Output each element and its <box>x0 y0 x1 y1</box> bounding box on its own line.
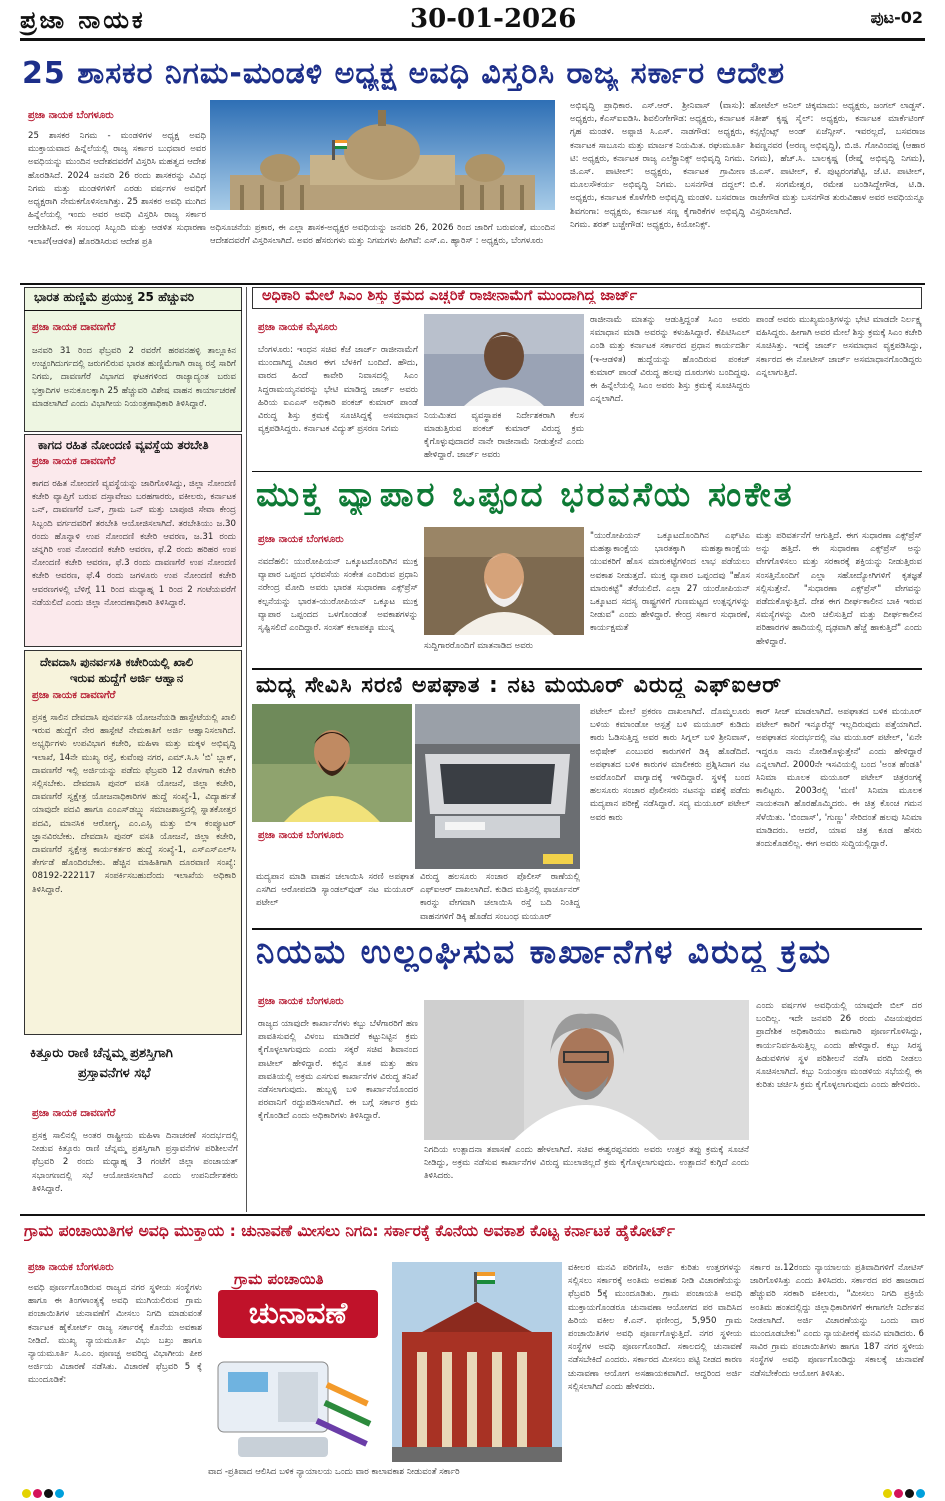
rule-a5 <box>20 1214 925 1216</box>
a6-caption: ವಾದ -ಪ್ರತಿವಾದ ಆಲಿಸಿದ ಬಳಿಕ ನ್ಯಾಯಾಲಯ ಒಂದು ವಾರ ಕಾಲಾವಕಾಶ ನೀಡುವಂತೆ ಸರ್ಕಾರಿ <box>208 1467 460 1477</box>
s3-body: ಪ್ರಸಕ್ತ ಸಾಲಿನ ದೇವದಾಸಿ ಪುನರ್ವಸತಿ ಯೋಜನೆಯಡಿ ಹಾಸ್ಪೇಟೆಯಲ್ಲಿ ಖಾಲಿ ಇರುವ ಹುದ್ದೆಗೆ ನೇರ ಹಾಸ್ಪೇಟೆ ನೇಮಕಾತಿಗೆ ಅರ್ಜಿ ಆಹ್ವಾನಿಸಲಾಗಿದೆ. ಅಭ್ಯರ್ಥಿಗಳು ಉಪವಿಭಾಗ ಕಚೇರಿ, ಮಹಿಳಾ ಮತ್ತು ಮಕ್ಕಳ ಅಭಿವೃದ್ಧಿ ಇಲಾಖೆ, 14ನೇ ಮುಖ್ಯ ರಸ್ತೆ, ಕುವೆಂಪು ನಗರ, ಎಮ್.ಸಿ.ಸಿ 'ಬಿ' ಬ್ಲಾಕ್, ದಾವಣಗೆರೆ ಇಲ್ಲಿ ಅರ್ಜಿಯನ್ನು ಪಡೆದು ಫೆಬ್ರವರಿ 12 ರೊಳಗಾಗಿ ಕಚೇರಿ ಸಲ್ಲಿಸಬೇಕು. ದೇವದಾಸಿ ಪುನರ್ ವಸತಿ ಯೋಜನೆ, ಜಿಲ್ಲಾ ಕಚೇರಿ, ದಾವಣಗೆರೆ ಸ್ವಕ್ಷೇತ್ರ ಯೋಜನಾಧಿಕಾರಿಗಳ ಹುದ್ದೆ ಸಂಖ್ಯೆ-1, ವಿದ್ಯಾರ್ಹತೆ ಯಾವುದೇ ಪದವಿ ಹಾಗೂ ಎಂಎಸ್‌ಡಬ್ಲ್ಯು ಸಮಾಜಶಾಸ್ತ್ರದಲ್ಲಿ ಸ್ನಾತಕೋತ್ತರ ಪದವಿ, ಮಾನಸಿಕ ಆರೋಗ್ಯ, ಎಂ.ಎಸ್ಸಿ ಮತ್ತು ಬಿಇ ಕಂಪ್ಯೂಟರ್ ಜ್ಞಾನವಿರಬೇಕು. ದೇವದಾಸಿ ಪುನರ್ ವಸತಿ ಯೋಜನೆ, ಜಿಲ್ಲಾ ಕಚೇರಿ, ದಾವಣಗೆರೆ ಸ್ವಕ್ಷೇತ್ರ ಕಾರ್ಯಕರ್ತರ ಹುದ್ದೆ ಸಂಖ್ಯೆ-1, ಎಸ್‌ಎಸ್‌ಎಲ್‌ಸಿ ತೇರ್ಗಡೆ ಹೊಂದಿರಬೇಕು. ಹೆಚ್ಚಿನ ಮಾಹಿತಿಗಾಗಿ ದೂರವಾಣಿ ಸಂಖ್ಯೆ: 08192-222117 ಸಂಪರ್ಕಿಸಬಹುದೆಂದು ಇಲಾಖೆಯ ಅಧಿಕಾರಿ ತಿಳಿಸಿದ್ದಾರೆ. <box>32 713 236 895</box>
a3-col1: ನವದೆಹಲಿ: ಯುರೋಪಿಯನ್ ಒಕ್ಕೂಟದೊಂದಿಗಿನ ಮುಕ್ತ ವ್ಯಾಪಾರ ಒಪ್ಪಂದ ಭರವಸೆಯ ಸಂಕೇತ ಎಂದಿರುವ ಪ್ರಧಾನಿ ನರೇಂದ್ರ ಮೋದಿ ಅವರು ಭಾರತ ಸುಧಾರಣಾ ಎಕ್ಸ್‌ಪ್ರೆಸ್ ಕಲ್ಪನೆಯನ್ನು ಭಾರತ-ಯುರೋಪಿಯನ್ ಒಕ್ಕೂಟ ಮುಕ್ತ ವ್ಯಾಪಾರ ಒಪ್ಪಂದದ ಒಳಗೊಂಡಂತೆ ಅವಕಾಶಗಳನ್ನು ಸೃಷ್ಟಿಸಲಿದೆ ಎಂದಿದ್ದಾರೆ. ಸಂಸತ್ ಕಲಾಪಕ್ಕೂ ಮುನ್ನ <box>258 557 418 634</box>
headline-s2: ಕಾಗದ ರಹಿತ ನೋಂದಣಿ ವ್ಯವಸ್ಥೆಯ ತರಬೇತಿ <box>38 438 209 452</box>
byline-s4: ಪ್ರಜಾ ನಾಯಕ ದಾವಣಗೆರೆ <box>32 1108 116 1119</box>
registration-dots-right <box>883 1489 925 1498</box>
byline-s1: ಪ್ರಜಾ ನಾಯಕ ದಾವಣಗೆರೆ <box>32 322 116 333</box>
headline-a3: ಮುಕ್ತ ವ್ಯಾಪಾರ ಒಪ್ಪಂದ ಭರವಸೆಯ ಸಂಕೇತ <box>256 475 795 515</box>
a2-col3: ರಾಜೀನಾಮೆ ಮಾತನ್ನು ಆಡುತ್ತಿದ್ದಂತೆ ಸಿಎಂ ಅವರು ಸಮಾಧಾನ ಮಾಡಿ ಅವರನ್ನು ಕಳುಹಿಸಿದ್ದಾರೆ. ಕೆಪಿಟಿಸಿಎಲ್ ಎಂಡಿ ಮತ್ತು ಕರ್ನಾಟಕ ಸರ್ಕಾರದ ಪ್ರಧಾನ ಕಾರ್ಯದರ್ಶಿ (ಇ-ಆಡಳಿತ) ಹುದ್ದೆಯನ್ನು ಹೊಂದಿರುವ ಪಂಕಜ್ ಕುಮಾರ್ ಪಾಂಡೆ ವಿರುದ್ಧ ಹಲವು ದೂರುಗಳು ಬಂದಿದ್ದವು. ಈ ಹಿನ್ನೆಲೆಯಲ್ಲಿ ಸಿಎಂ ಅವರು ಶಿಸ್ತು ಕ್ರಮಕ್ಕೆ ಸೂಚಿಸಿದ್ದರು ಎನ್ನಲಾಗಿದೆ. <box>590 315 750 405</box>
byline-a5: ಪ್ರಜಾ ನಾಯಕ ಬೆಂಗಳೂರು <box>258 996 344 1007</box>
a4-col1: ಮದ್ಯಪಾನ ಮಾಡಿ ವಾಹನ ಚಲಾಯಿಸಿ ಸರಣಿ ಅಪಘಾತ ಎಸಗಿದ ಆರೋಪದಡಿ ಸ್ಯಾಂಡಲ್‌ವುಡ್ ನಟ ಮಯೂರ್ ಪಟೇಲ್ <box>256 872 414 909</box>
a6-col1: ಅವಧಿ ಪೂರ್ಣಗೊಂಡಿರುವ ರಾಜ್ಯದ ನಗರ ಸ್ಥಳೀಯ ಸಂಸ್ಥೆಗಳು ಹಾಗೂ ಈ ತಿಂಗಳಾಂತ್ಯಕ್ಕೆ ಅವಧಿ ಮುಗಿಯಲಿರುವ ಗ್ರಾಮ ಪಂಚಾಯಿತಿಗಳ ಚುನಾವಣೆಗೆ ಮೀಸಲು ನಿಗದಿ ಮಾಡುವಂತೆ ಕರ್ನಾಟಕ ಹೈಕೋರ್ಟ್ ರಾಜ್ಯ ಸರ್ಕಾರಕ್ಕೆ ಕೊನೆಯ ಅವಕಾಶ ನೀಡಿದೆ. ಮುಖ್ಯ ನ್ಯಾಯಮೂರ್ತಿ ವಿಭು ಬಖ್ರು ಹಾಗೂ ನ್ಯಾಯಮೂರ್ತಿ ಸಿ.ಎಂ. ಪೂಣಚ್ಚ ಅವರಿದ್ದ ವಿಭಾಗೀಯ ಪೀಠ ಅರ್ಜಿಯ ವಿಚಾರಣೆ ನಡೆಸಿತು. ವಿಚಾರಣೆ ಫೆಬ್ರವರಿ 5 ಕ್ಕೆ ಮುಂದೂಡಿಕೆ: <box>28 1283 202 1386</box>
headline-s1: ಭಾರತ ಹುಣ್ಣಿಮೆ ಪ್ರಯುಕ್ತ 25 ಹೆಚ್ಚುವರಿ <box>34 290 195 304</box>
rule-a3 <box>252 668 922 670</box>
photo-minister-portrait <box>424 1000 749 1140</box>
headline-a2: ಅಧಿಕಾರಿ ಮೇಲೆ ಸಿಎಂ ಶಿಸ್ತು ಕ್ರಮದ ಎಚ್ಚರಿಕೆ ರಾಜೀನಾಮೆಗೆ ಮುಂದಾಗಿದ್ದ ಜಾರ್ಜ್ <box>262 288 638 304</box>
headline-s4-line2: ಪ್ರಸ್ತಾವನೆಗಳ ಸಭೆ <box>78 1066 151 1081</box>
page-number: ಪುಟ-02 <box>870 8 923 27</box>
a2-col1: ಬೆಂಗಳೂರು: ಇಂಧನ ಸಚಿವ ಕೆಜೆ ಜಾರ್ಜ್ ರಾಜೀನಾಮೆಗೆ ಮುಂದಾಗಿದ್ದ ವಿಚಾರ ಈಗ ಬೆಳಕಿಗೆ ಬಂದಿದೆ. ಹೌದು, ವಾರದ ಹಿಂದೆ ಕಾವೇರಿ ನಿವಾಸದಲ್ಲಿ ಸಿಎಂ ಸಿದ್ದರಾಮಯ್ಯನವರನ್ನು ಭೇಟಿ ಮಾಡಿದ್ದ ಜಾರ್ಜ್ ಅವರು ಹಿರಿಯ ಐಎಎಸ್ ಅಧಿಕಾರಿ ಪಂಕಜ್ ಕುಮಾರ್ ಪಾಂಡೆ ವಿರುದ್ಧ ಶಿಸ್ತು ಕ್ರಮಕ್ಕೆ ಸೂಚಿಸಿದ್ದಕ್ಕೆ ಅಸಮಾಧಾನ ವ್ಯಕ್ತಪಡಿಸಿದ್ದರು. ಕರ್ನಾಟಕ ವಿದ್ಯುತ್ ಪ್ರಸರಣ ನಿಗಮ <box>258 345 418 435</box>
photo-high-court <box>392 1262 562 1462</box>
photo-narendra-modi <box>424 527 584 635</box>
a1-col3: ಅಭಿವೃದ್ಧಿ ಪ್ರಾಧಿಕಾರ. ಎಸ್.ಆರ್. ಶ್ರೀನಿವಾಸ್ (ವಾಸು): ಅಧ್ಯಕ್ಷರು, ಕೆಎಸ್ಐಐಡಿಸಿ. ಶಿವಲಿಂಗೇಗೌಡ: ಅಧ್ಯಕ್ಷರು, ಕರ್ನಾಟಕ ಗೃಹ ಮಂಡಳಿ. ಅಪ್ಪಾಜಿ ಸಿ.ಎಸ್. ನಾಡಗೌಡ: ಅಧ್ಯಕ್ಷರು, ಕರ್ನಾಟಕ ಸಾಬೂನು ಮತ್ತು ಮಾರ್ಜಕ ನಿಯಮಿತ. ರಘುಮೂರ್ತಿ ಟಿ: ಅಧ್ಯಕ್ಷರು, ಕರ್ನಾಟಕ ರಾಜ್ಯ ಎಲೆಕ್ಟ್ರಾನಿಕ್ಸ್ ಅಭಿವೃದ್ಧಿ ನಿಗಮ. ಜಿ.ಎಸ್. ಪಾಟೀಲ್: ಅಧ್ಯಕ್ಷರು, ಕರ್ನಾಟಕ ಗ್ರಾಮೀಣ ಮೂಲಸೌಕರ್ಯ ಅಭಿವೃದ್ಧಿ ನಿಗಮ. ಬಸನಗೌಡ ದದ್ದಲ್: ಅಧ್ಯಕ್ಷರು, ಕರ್ನಾಟಕ ಕೊಳೆಗೇರಿ ಅಭಿವೃದ್ಧಿ ಮಂಡಳಿ. ಬಸವರಾಜ ಶಿವಗಂಗಾ: ಅಧ್ಯಕ್ಷರು, ಕರ್ನಾಟಕ ಸಣ್ಣ ಕೈಗಾರಿಕೆಗಳ ಅಭಿವೃದ್ಧಿ ನಿಗಮ. ಶರತ್ ಬಚ್ಚೇಗೌಡ: ಅಧ್ಯಕ್ಷರು, ಕಿಯೋನಿಕ್ಸ್. <box>570 101 745 230</box>
byline-a2: ಪ್ರಜಾ ನಾಯಕ ಮೈಸೂರು <box>258 322 338 333</box>
a1-col1: 25 ಶಾಸಕರ ನಿಗಮ - ಮಂಡಳಿಗಳ ಅಧ್ಯಕ್ಷ ಅವಧಿ ಮುಕ್ತಾಯವಾದ ಹಿನ್ನೆಲೆಯಲ್ಲಿ ರಾಜ್ಯ ಸರ್ಕಾರ ಬುಧವಾರ ಅವರ ಅವಧಿಯನ್ನು ಮುಂದಿನ ಆದೇಶದವರೆಗೆ ವಿಸ್ತರಿಸಿ ಮಹತ್ವದ ಆದೇಶ ಹೊರಡಿಸಿದೆ. 2024 ಜನವರಿ 26 ರಂದು ಶಾಸಕರನ್ನು ವಿವಿಧ ನಿಗಮ ಮತ್ತು ಮಂಡಳಿಗಳಿಗೆ ಎರಡು ವರ್ಷಗಳ ಅವಧಿಗೆ ಅಧ್ಯಕ್ಷರಾಗಿ ನೇಮಕಗೊಳಿಸಲಾಗಿತ್ತು. 25 ಶಾಸಕರ ಅವಧಿ ಮುಗಿದ ಹಿನ್ನೆಲೆಯಲ್ಲಿ ಇಂದು ಅವರ ಅವಧಿ ವಿಸ್ತರಿಸಿ ರಾಜ್ಯ ಸರ್ಕಾರ ಆದೇಶಿಸಿದೆ. ಈ ಸಂಬಂಧ ಸಿಬ್ಬಂದಿ ಮತ್ತು ಆಡಳಿತ ಸುಧಾರಣಾ ಇಲಾಖೆ(ಆಡಳಿತ) ಹೊರಡಿಸಿರುವ ಆದೇಶ ಪ್ರತಿ <box>28 131 206 247</box>
header-rule <box>20 38 925 41</box>
a3-col3: "ಯುರೋಪಿಯನ್ ಒಕ್ಕೂಟದೊಂದಿಗಿನ ಎಫ್‌ಟಿಎ ಮಹತ್ವಾಕಾಂಕ್ಷೆಯ ಭಾರತಕ್ಕಾಗಿ ಮಹತ್ವಾಕಾಂಕ್ಷೆಯ ಯುವಕರಿಗೆ ಹೊಸ ಮಾರುಕಟ್ಟೆಗಳಿಂದ ಲಾಭ ಪಡೆಯಲು ಅವಕಾಶ ನೀಡುತ್ತದೆ. ಮುಕ್ತ ವ್ಯಾಪಾರ ಒಪ್ಪಂದವು "ಹೊಸ ಮಾರುಕಟ್ಟೆ" ತೆರೆಯಲಿದೆ. ಎಲ್ಲಾ 27 ಯುರೋಪಿಯನ್ ಒಕ್ಕೂಟದ ಸದಸ್ಯ ರಾಷ್ಟ್ರಗಳಿಗೆ ಗುಣಮಟ್ಟದ ಉತ್ಪನ್ನಗಳನ್ನು ನೀಡುವ" ಎಂದು ಹೇಳಿದ್ದಾರೆ. ಕೇಂದ್ರ ಸರ್ಕಾರ ಸುಧಾರಣೆ, ಕಾರ್ಯಕ್ಷಮತೆ <box>590 531 750 634</box>
photo-kj-george <box>424 314 584 406</box>
a4-col2: ವಿರುದ್ಧ ಹಲಸೂರು ಸಂಚಾರ ಪೊಲೀಸ್ ಠಾಣೆಯಲ್ಲಿ ಎಫ್‌ಐಆರ್ ದಾಖಲಾಗಿದೆ. ಕುಡಿದ ಮತ್ತಿನಲ್ಲಿ ಫಾರ್ಚೂನರ್ ಕಾರನ್ನು ವೇಗವಾಗಿ ಚಲಾಯಿಸಿ ರಸ್ತೆ ಬದಿ ನಿಂತಿದ್ದ ವಾಹನಗಳಿಗೆ ಡಿಕ್ಕಿ ಹೊಡೆದ ಸಂಬಂಧ ಮಯೂರ್ <box>420 872 580 922</box>
rule-a2 <box>252 471 922 472</box>
a1-caption: ಅಧಿಸೂಚನೆಯ ಪ್ರಕಾರ, ಈ ಎಲ್ಲಾ ಶಾಸಕ-ಅಧ್ಯಕ್ಷರ ಅವಧಿಯನ್ನು ಜನವರಿ 26, 2026 ರಿಂದ ಜಾರಿಗೆ ಬರುವಂತೆ, ಮುಂದಿನ ಆದೇಶದವರೆಗೆ ವಿಸ್ತರಿಸಲಾಗಿದೆ. ಅವರ ಹೆಸರುಗಳು ಮತ್ತು ನಿಗಮಗಳು ಹೀಗಿವೆ: ಎಸ್.ಎ. ಹ್ಯಾರಿಸ್ : ಅಧ್ಯಕ್ಷರು, ಬೆಂಗಳೂರು <box>210 223 555 246</box>
byline-a6: ಪ್ರಜಾ ನಾಯಕ ಬೆಂಗಳೂರು <box>28 1262 114 1273</box>
rule-s1 <box>24 310 242 311</box>
a1-col4: ಹೋಟೆಲ್ ಅನಿಲ್ ಚಿಕ್ಕಮಾದು: ಅಧ್ಯಕ್ಷರು, ಜಂಗಲ್ ಲಾಡ್ಜಸ್. ಸತೀಶ್ ಕೃಷ್ಣ ಸೈಲ್: ಅಧ್ಯಕ್ಷರು, ಕರ್ನಾಟಕ ಮಾರ್ಕೆಟಿಂಗ್ ಕನ್ಸಲ್ಟೆಂಟ್ಸ್ ಅಂಡ್ ಏಜೆನ್ಸೀಸ್. ಇವರಲ್ಲದೆ, ಬಸವರಾಜ ಶಿವಣ್ಣನವರ (ಅರಣ್ಯ ಅಭಿವೃದ್ಧಿ), ಬಿ.ಜಿ. ಗೋವಿಂದಪ್ಪ (ಆಹಾರ ನಿಗಮ), ಹೆಚ್.ಸಿ. ಬಾಲಕೃಷ್ಣ (ರೇಷ್ಮೆ ಅಭಿವೃದ್ಧಿ ನಿಗಮ), ಜಿ.ಎಸ್. ಪಾಟೀಲ್, ಕೆ. ಪುಟ್ಟರಂಗಶೆಟ್ಟಿ, ಜೆ.ಟಿ. ಪಾಟೀಲ್, ಬಿ.ಕೆ. ಸಂಗಮೇಶ್ವರ, ರಮೇಶ ಬಂಡಿಸಿದ್ದೇಗೌಡ, ಟಿ.ಡಿ. ರಾಜೇಗೌಡ ಮತ್ತು ಬಸನಗೌಡ ತುರುವಿಹಾಳ ಅವರ ಅವಧಿಯನ್ನೂ ವಿಸ್ತರಿಸಲಾಗಿದೆ. <box>750 101 925 217</box>
a3-caption: ಸುದ್ದಿಗಾರರೊಂದಿಗೆ ಮಾತನಾಡಿದ ಅವರು <box>424 641 534 651</box>
photo-crashed-car <box>415 704 580 869</box>
headline-a1: 25 ಶಾಸಕರ ನಿಗಮ-ಮಂಡಳಿ ಅಧ್ಯಕ್ಷ ಅವಧಿ ವಿಸ್ತರಿಸಿ ರಾಜ್ಯ ಸರ್ಕಾರ ಆದೇಶ <box>22 56 786 91</box>
s1-body: ಜನವರಿ 31 ರಿಂದ ಫೆಬ್ರವರಿ 2 ರವರೆಗೆ ಹರಪನಹಳ್ಳಿ ತಾಲ್ಲೂಕಿನ ಉಚ್ಚಂಗಿದುರ್ಗದಲ್ಲಿ ಜರುಗಲಿರುವ ಭಾರತ ಹುಣ್ಣಿಮೆಗಾಗಿ ರಾಜ್ಯ ರಸ್ತೆ ಸಾರಿಗೆ ನಿಗಮ, ದಾವಣಗೆರೆ ವಿಭಾಗದ ಘಟಕಗಳಿಂದ ರಾಜ್ಯಾದ್ಯಂತ ಬರುವ ಭಕ್ತಾದಿಗಳ ಅನುಕೂಲಕ್ಕಾಗಿ 25 ಹೆಚ್ಚುವರಿ ವಿಶೇಷ ವಾಹನ ಕಾರ್ಯಾಚರಣೆ ಮಾಡಲಾಗಿದೆ ಎಂದು ವಿಭಾಗೀಯ ನಿಯಂತ್ರಣಾಧಿಕಾರಿ ತಿಳಿಸಿದ್ದಾರೆ. <box>32 346 236 409</box>
byline-a4: ಪ್ರಜಾ ನಾಯಕ ಬೆಂಗಳೂರು <box>258 830 344 841</box>
graphic-panchayat-election <box>208 1262 388 1462</box>
rule-a4 <box>252 928 922 930</box>
a6-col3: ವಕೀಲರ ಮನವಿ ಪರಿಗಣಿಸಿ, ಅರ್ಜಿ ಕುರಿತು ಉತ್ತರಗಳನ್ನು ಸಲ್ಲಿಸಲು ಸರ್ಕಾರಕ್ಕೆ ಅಂತಿಮ ಅವಕಾಶ ನೀಡಿ ವಿಚಾರಣೆಯನ್ನು ಫೆಬ್ರವರಿ 5ಕ್ಕೆ ಮುಂದೂಡಿತು. ಗ್ರಾಮ ಪಂಚಾಯತಿ ಅವಧಿ ಮುಕ್ತಾಯಗೊಂಡರೂ ಚುನಾವಣಾ ಆಯೋಗದ ಪರ ವಾದಿಸಿದ ಹಿರಿಯ ವಕೀಲ ಕೆ.ಎನ್. ಫಣೀಂದ್ರ, 5,950 ಗ್ರಾಮ ಪಂಚಾಯಿತಿಗಳ ಅವಧಿ ಪೂರ್ಣಗೊಳ್ಳುತ್ತಿದೆ. ನಗರ ಸ್ಥಳೀಯ ಸಂಸ್ಥೆಗಳ ಅವಧಿ ಪೂರ್ಣಗೊಂಡಿದೆ. ಸಕಾಲದಲ್ಲಿ ಚುನಾವಣೆ ನಡೆಸಬೇಕಿದೆ ಎಂದರು. ಸರ್ಕಾರದ ಮೀಸಲು ಪಟ್ಟಿ ನೀಡದ ಕಾರಣ ಚುನಾವಣಾ ಆಯೋಗ ಅಸಹಾಯಕವಾಗಿದೆ. ಆದ್ದರಿಂದ ಅರ್ಜಿ ಸಲ್ಲಿಸಲಾಗಿದೆ ಎಂದು ಹೇಳಿದರು. <box>568 1263 742 1392</box>
byline-s3: ಪ್ರಜಾ ನಾಯಕ ದಾವಣಗೆರೆ <box>32 690 116 701</box>
a5-caption: ನಿಗದಿಯ ಉತ್ಪಾದನಾ ತಪಾಸಣೆ ಎಂದು ಹೇಳಲಾಗಿದೆ. ಸಚಿವ ಈಶ್ವರಪ್ಪನವರು ಅವರು ಉತ್ತರ ತಪ್ಪು ಕ್ರಮಕ್ಕೆ ಸೂಚನೆ ನೀಡಿದ್ದು, ಅಕ್ರಮ ನಡೆಸುವ ಕಾರ್ಖಾನೆಗಳ ವಿರುದ್ಧ ಮುಲಾಜಿಲ್ಲದೆ ಕ್ರಮ ಕೈಗೊಳ್ಳಲಾಗುವುದು. ಉತ್ಪಾದನೆ ಕುಗ್ಗಿದೆ ಎಂದು ತಿಳಿಸಿದರು. <box>424 1145 749 1181</box>
a2-col4: ಪಾಂಡೆ ಅವರು ಮುಖ್ಯಮಂತ್ರಿಗಳನ್ನು ಭೇಟಿ ಮಾಡದೇ ನಿರ್ಲಕ್ಷ್ಯ ವಹಿಸಿದ್ದರು. ಹೀಗಾಗಿ ಅವರ ಮೇಲೆ ಶಿಸ್ತು ಕ್ರಮಕ್ಕೆ ಸಿಎಂ ಕಚೇರಿ ಸೂಚಿಸಿತ್ತು. ಇದಕ್ಕೆ ಜಾರ್ಜ್ ಅಸಮಾಧಾನ ವ್ಯಕ್ತಪಡಿಸಿದ್ದು, ಸರ್ಕಾರದ ಈ ನೋಟೀಸ್ ಜಾರ್ಜ್ ಅಸಮಾಧಾನಗೊಂಡಿದ್ದರು ಎನ್ನಲಾಗುತ್ತಿದೆ. <box>756 315 922 378</box>
headline-a4: ಮದ್ಯ ಸೇವಿಸಿ ಸರಣಿ ಅಪಘಾತ : ನಟ ಮಯೂರ್ ವಿರುದ್ಧ ಎಫ್ಐಆರ್ <box>256 673 783 698</box>
a6-col4: ಸರ್ಕಾರ ಜ.12ರಂದು ನ್ಯಾಯಾಲಯ ಪ್ರತಿವಾದಿಗಳಿಗೆ ನೋಟಿಸ್ ಜಾರಿಗೊಳಿಸಿತ್ತು ಎಂದು ತಿಳಿಸಿದರು. ಸರ್ಕಾರದ ಪರ ಹಾಜರಾದ ಹೆಚ್ಚುವರಿ ಸರಕಾರಿ ವಕೀಲರು, "ಮೀಸಲು ನಿಗದಿ ಪ್ರಕ್ರಿಯೆ ಅಂತಿಮ ಹಂತದಲ್ಲಿದ್ದು ಜಿಲ್ಲಾಧಿಕಾರಿಗಳಿಗೆ ಈಗಾಗಲೇ ನಿರ್ದೇಶನ ನೀಡಲಾಗಿದೆ. ಅರ್ಜಿ ವಿಚಾರಣೆಯನ್ನು ಒಂದು ವಾರ ಮುಂದೂಡಬೇಕು" ಎಂದು ನ್ಯಾಯಪೀಠಕ್ಕೆ ಮನವಿ ಮಾಡಿದರು. 6 ಸಾವಿರ ಗ್ರಾಮ ಪಂಚಾಯಿತಿಗಳು ಹಾಗೂ 187 ನಗರ ಸ್ಥಳೀಯ ಸಂಸ್ಥೆಗಳ ಅವಧಿ ಪೂರ್ಣಗೊಂಡಿದ್ದು ಸಕಾಲಕ್ಕೆ ಚುನಾವಣೆ ನಡೆಸಬೇಕೆಂದು ಆಯೋಗ ತಿಳಿಸಿತು. <box>750 1263 924 1379</box>
a4-col3: ಪಟೇಲ್ ಮೇಲೆ ಪ್ರಕರಣ ದಾಖಲಾಗಿದೆ. ದೊಮ್ಮಲೂರು ಬಳಿಯ ಕಮಾಂಡೋ ಆಸ್ಪತ್ರೆ ಬಳಿ ಮಯೂರ್ ಕುಡಿದು ಕಾರು ಓಡಿಸುತ್ತಿದ್ದ ಅವರ ಕಾರು ಸಿಗ್ನಲ್ ಬಳಿ ಶ್ರೀನಿವಾಸ್, ಅಭಿಷೇಕ್ ಎಂಬುವರ ಕಾರುಗಳಿಗೆ ಡಿಕ್ಕಿ ಹೊಡೆದಿದೆ. ಅಪಘಾತದ ಬಳಿಕ ಕಾರುಗಳ ಮಾಲೀಕರು ಪ್ರಶ್ನಿಸಿದಾಗ ನಟ ಅವರೊಂದಿಗೆ ವಾಗ್ವಾದಕ್ಕೆ ಇಳಿದಿದ್ದಾರೆ. ಸ್ಥಳಕ್ಕೆ ಬಂದ ಹಲಸೂರು ಸಂಚಾರ ಪೊಲೀಸರು ನಟನನ್ನು ವಶಕ್ಕೆ ಪಡೆದು ಮದ್ಯಪಾನ ಪರೀಕ್ಷೆ ನಡೆಸಿದ್ದಾರೆ. ಸದ್ಯ ಮಯೂರ್ ಪಟೇಲ್ ಅವರ ಕಾರು <box>590 707 750 823</box>
column-divider <box>246 287 247 1212</box>
graphic-title-line1: ಗ್ರಾಮ ಪಂಚಾಯಿತಿ <box>234 1270 324 1288</box>
byline-a1: ಪ್ರಜಾ ನಾಯಕ ಬೆಂಗಳೂರು <box>28 110 114 121</box>
headline-s3-line1: ದೇವದಾಸಿ ಪುನರ್ವಸತಿ ಕಚೇರಿಯಲ್ಲಿ ಖಾಲಿ <box>40 655 194 669</box>
headline-a6: ಗ್ರಾಮ ಪಂಚಾಯಿತಿಗಳ ಅವಧಿ ಮುಕ್ತಾಯ : ಚುನಾವಣೆ ಮೀಸಲು ನಿಗದಿ: ಸರ್ಕಾರಕ್ಕೆ ಕೊನೆಯ ಅವಕಾಶ ಕೊಟ್ಟ ಕರ್ನಾಟಕ ಹೈಕೋರ್ಟ್ <box>24 1222 675 1240</box>
a5-col1: ರಾಜ್ಯದ ಯಾವುದೇ ಕಾರ್ಖಾನೆಗಳು ಕಬ್ಬು ಬೆಳೆಗಾರರಿಗೆ ಹಣ ಪಾವತಿಸುವಲ್ಲಿ ವಿಳಂಬ ಮಾಡಿದರೆ ಕಟ್ಟುನಿಟ್ಟಿನ ಕ್ರಮ ಕೈಗೊಳ್ಳಲಾಗುವುದು ಎಂದು ಸಕ್ಕರೆ ಸಚಿವ ಶಿವಾನಂದ ಪಾಟೀಲ್ ಹೇಳಿದ್ದಾರೆ. ಕಬ್ಬಿನ ತೂಕ ಮತ್ತು ಹಣ ಪಾವತಿಯಲ್ಲಿ ಅಕ್ರಮ ಎಸಗುವ ಕಾರ್ಖಾನೆಗಳ ವಿರುದ್ಧ ತನಿಖೆ ನಡೆಸಲಾಗುವುದು. ಹುಬ್ಬಳ್ಳಿ ಬಳಿ ಕಾರ್ಖಾನೆಯೊಂದರ ಪರವಾನಿಗೆ ರದ್ದುಪಡಿಸಲಾಗಿದೆ. ಈ ಬಗ್ಗೆ ಸರ್ಕಾರ ಕ್ರಮ ಕೈಗೊಂಡಿದೆ ಎಂದು ಅಧಿಕಾರಿಗಳು ತಿಳಿಸಿದ್ದಾರೆ. <box>258 1019 418 1122</box>
headline-s4-line1: ಕಿತ್ತೂರು ರಾಣಿ ಚೆನ್ನಮ್ಮ ಪ್ರಶಸ್ತಿಗಾಗಿ <box>30 1046 173 1061</box>
photo-actor-mayur <box>252 704 412 822</box>
registration-dots-left <box>22 1489 64 1498</box>
evm-illustration <box>208 1342 388 1462</box>
a5-col4: ಎಂದು ವರ್ಷಗಳ ಅವಧಿಯಲ್ಲಿ ಯಾವುದೇ ಬಿಲ್ ದರ ಬಂದಿಲ್ಲ. ಇದೇ ಜನವರಿ 26 ರಂದು ವಿಜಯಪುರದ ಪ್ರಾದೇಶಿಕ ಅಧಿಕಾರಿಯು ಕಾಮಗಾರಿ ಪೂರ್ಣಗೊಳಿಸಿದ್ದು, ಕಾರ್ಯನಿರ್ವಹಿಸುತ್ತಿಲ್ಲ ಎಂದು ಹೇಳಿದ್ದಾರೆ. ಕಬ್ಬು ಸಿರಸ್ಥ ಹಿಡುವಳಿಗಳ ಸ್ಥಳ ಪರಿಶೀಲನೆ ನಡೆಸಿ ವರದಿ ನೀಡಲು ಸೂಚಿಸಲಾಗಿದೆ. ಕಬ್ಬು ನಿಯಂತ್ರಣ ಮಂಡಳಿಯ ಸಭೆಯಲ್ಲಿ ಈ ಕುರಿತು ಚರ್ಚಿಸಿ ಕ್ರಮ ಕೈಗೊಳ್ಳಲಾಗುವುದು ಎಂದು ಹೇಳಿದರು. <box>756 1001 922 1091</box>
rule-a1 <box>20 283 925 285</box>
issue-date: 30-01-2026 <box>410 4 577 34</box>
a2-caption: ನಿಯಮಿತದ ವ್ಯವಸ್ಥಾಪಕ ನಿರ್ದೇಶಕರಾಗಿ ಕೆಲಸ ಮಾಡುತ್ತಿರುವ ಪಂಕಜ್ ಕುಮಾರ್ ವಿರುದ್ಧ ಕ್ರಮ ಕೈಗೊಳ್ಳುವುದಾದರೆ ನಾನೇ ರಾಜೀನಾಮೆ ನೀಡುತ್ತೇನೆ ಎಂದು ಹೇಳಿದ್ದಾರೆ. ಜಾರ್ಜ್ ಅವರು <box>424 411 584 460</box>
a3-col4: ಮತ್ತು ಪರಿವರ್ತನೆಗೆ ಆಗುತ್ತಿದೆ. ಈಗ ಸುಧಾರಣಾ ಎಕ್ಸ್‌ಪ್ರೆಸ್ ಅನ್ನು ಹತ್ತಿದೆ. ಈ ಸುಧಾರಣಾ ಎಕ್ಸ್‌ಪ್ರೆಸ್ ಅನ್ನು ವೇಗಗೊಳಿಸಲು ಮತ್ತು ಸರಕಾರಕ್ಕೆ ಶಕ್ತಿಯನ್ನು ನೀಡುತ್ತಿರುವ ಸಂಸತ್ತಿನೊಂದಿಗೆ ಎಲ್ಲಾ ಸಹೋದ್ಯೋಗಿಗಳಿಗೆ ಕೃತಜ್ಞತೆ ಸಲ್ಲಿಸುತ್ತೇನೆ. "ಸುಧಾರಣಾ ಎಕ್ಸ್‌ಪ್ರೆಸ್" ವೇಗವನ್ನು ಪಡೆದುಕೊಳ್ಳುತ್ತಿದೆ. ದೇಶ ಈಗ ದೀರ್ಘಕಾಲೀನ ಬಾಕಿ ಇರುವ ಸಮಸ್ಯೆಗಳನ್ನು ಮೀರಿ ಚಲಿಸುತ್ತಿದೆ ಮತ್ತು ದೀರ್ಘಕಾಲೀನ ಪರಿಹಾರಗಳ ಹಾದಿಯಲ್ಲಿ ದೃಢವಾಗಿ ಹೆಜ್ಜೆ ಹಾಕುತ್ತಿದೆ" ಎಂದು ಹೇಳಿದ್ದಾರೆ. <box>756 531 922 647</box>
a4-col4: ಕಾರ್ ಸೀಜ್ ಮಾಡಲಾಗಿದೆ. ಅಪಘಾತದ ಬಳಿಕ ಮಯೂರ್ ಪಟೇಲ್ ಕಾರಿಗೆ ಇನ್ಶೂರೆನ್ಸ್ ಇಲ್ಲದಿರುವುದು ಪತ್ತೆಯಾಗಿದೆ. ಅಪಘಾತದ ಸಂದರ್ಭದಲ್ಲಿ ನಟ ಮಯೂರ್ ಪಟೇಲ್, 'ಏನೇ ಇದ್ದರೂ ನಾನು ನೋಡಿಕೊಳ್ಳುತ್ತೇನೆ' ಎಂದು ಹೇಳಿದ್ದಾರೆ ಎನ್ನಲಾಗಿದೆ. 2000ನೇ ಇಸವಿಯಲ್ಲಿ ಬಂದ 'ಅಂತ ಹೆಂಡತಿ' ಸಿನಿಮಾ ಮೂಲಕ ಮಯೂರ್ ಪಟೇಲ್ ಚಿತ್ರರಂಗಕ್ಕೆ ಕಾಲಿಟ್ಟರು. 2003ರಲ್ಲಿ 'ಮಣಿ' ಸಿನಿಮಾ ಮೂಲಕ ನಾಯಕನಾಗಿ ಹೊರಹೊಮ್ಮಿದರು. ಈ ಚಿತ್ರ ಕೊಂಚ ಗಮನ ಸೆಳೆಯಿತು. 'ಬಿಂದಾಸ್', 'ಗುಣ್ಣು' ಸೇರಿದಂತೆ ಹಲವು ಸಿನಿಮಾ ಮಾಡಿದರು. ಆದರೆ, ಯಾವ ಚಿತ್ರ ಕೂಡ ಹೆಸರು ತಂದುಕೊಡಲಿಲ್ಲ. ಈಗ ಅವರು ಸುದ್ದಿಯಲ್ಲಿದ್ದಾರೆ. <box>756 707 922 850</box>
photo-vidhana-soudha <box>210 100 555 210</box>
headline-a5: ನಿಯಮ ಉಲ್ಲಂಘಿಸುವ ಕಾರ್ಖಾನೆಗಳ ವಿರುದ್ಧ ಕ್ರಮ <box>256 932 833 971</box>
s4-body: ಪ್ರಸಕ್ತ ಸಾಲಿನಲ್ಲಿ ಅಂತರ ರಾಷ್ಟ್ರೀಯ ಮಹಿಳಾ ದಿನಾಚರಣೆ ಸಂದರ್ಭದಲ್ಲಿ ನೀಡುವ ಕಿತ್ತೂರು ರಾಣಿ ಚೆನ್ನಮ್ಮ ಪ್ರಶಸ್ತಿಗಾಗಿ ಪ್ರಸ್ತಾವನೆಗಳ ಪರಿಶೀಲನೆಗೆ ಫೆಬ್ರವರಿ 2 ರಂದು ಮಧ್ಯಾಹ್ನ 3 ಗಂಟೆಗೆ ಜಿಲ್ಲಾ ಪಂಚಾಯತ್ ಸಭಾಂಗಣದಲ್ಲಿ ಸಭೆ ಆಯೋಜಿಸಲಾಗಿದೆ ಎಂದು ಉಪನಿರ್ದೇಶಕರು ತಿಳಿಸಿದ್ದಾರೆ. <box>32 1131 238 1194</box>
graphic-title-line2: ಚುನಾವಣೆ <box>218 1290 378 1338</box>
byline-a3: ಪ್ರಜಾ ನಾಯಕ ಬೆಂಗಳೂರು <box>258 534 344 545</box>
masthead-brand: ಪ್ರಜಾ ನಾಯಕ <box>20 6 146 34</box>
headline-s3-line2: ಇರುವ ಹುದ್ದೆಗೆ ಅರ್ಜಿ ಆಹ್ವಾನ <box>70 671 184 685</box>
s2-body: ಕಾಗದ ರಹಿತ ನೋಂದಣಿ ವ್ಯವಸ್ಥೆಯನ್ನು ಜಾರಿಗೊಳಿಸಿದ್ದು, ಜಿಲ್ಲಾ ನೋಂದಣಿ ಕಚೇರಿ ವ್ಯಾಪ್ತಿಗೆ ಬರುವ ದಸ್ತಾವೇಜು ಬರಹಗಾರರು, ವಕೀಲರು, ಕರ್ನಾಟಕ ಒನ್, ದಾವಣಗೆರೆ ಒನ್, ಗ್ರಾಮ ಒನ್ ಮತ್ತು ಬಾಪೂಜಿ ಸೇವಾ ಕೇಂದ್ರ ಸಿಬ್ಬಂದಿ ವರ್ಗದವರಿಗೆ ತರಬೇತಿ ಆಯೋಜಿಸಲಾಗಿದೆ. ತರಬೇತಿಯು ಜ.30 ರಂದು ಹೊನ್ನಾಳಿ ಉಪ ನೋಂದಣಿ ಕಚೇರಿ ಆವರಣ, ಜ.31 ರಂದು ಚನ್ನಗಿರಿ ಉಪ ನೋಂದಣಿ ಕಚೇರಿ ಆವರಣ, ಫೆ.2 ರಂದು ಹರಿಹರ ಉಪ ನೋಂದಣಿ ಕಚೇರಿ ಆವರಣ, ಫೆ.3 ರಂದು ದಾವಣಗೆರೆ ಉಪ ನೋಂದಣಿ ಕಚೇರಿ ಆವರಣ, ಫೆ.4 ರಂದು ಜಗಳೂರು ಉಪ ನೋಂದಣಿ ಕಚೇರಿ ಆವರಣಗಳಲ್ಲಿ ಬೆಳಿಗ್ಗೆ 11 ರಿಂದ ಮಧ್ಯಾಹ್ನ 1 ರಿಂದ 2 ಗಂಟೆಯವರೆಗೆ ನಡೆಯಲಿದೆ ಎಂದು ಜಿಲ್ಲಾ ನೋಂದಣಾಧಿಕಾರಿ ತಿಳಿಸಿದ್ದಾರೆ. <box>32 479 236 608</box>
byline-s2: ಪ್ರಜಾ ನಾಯಕ ದಾವಣಗೆರೆ <box>32 456 116 467</box>
